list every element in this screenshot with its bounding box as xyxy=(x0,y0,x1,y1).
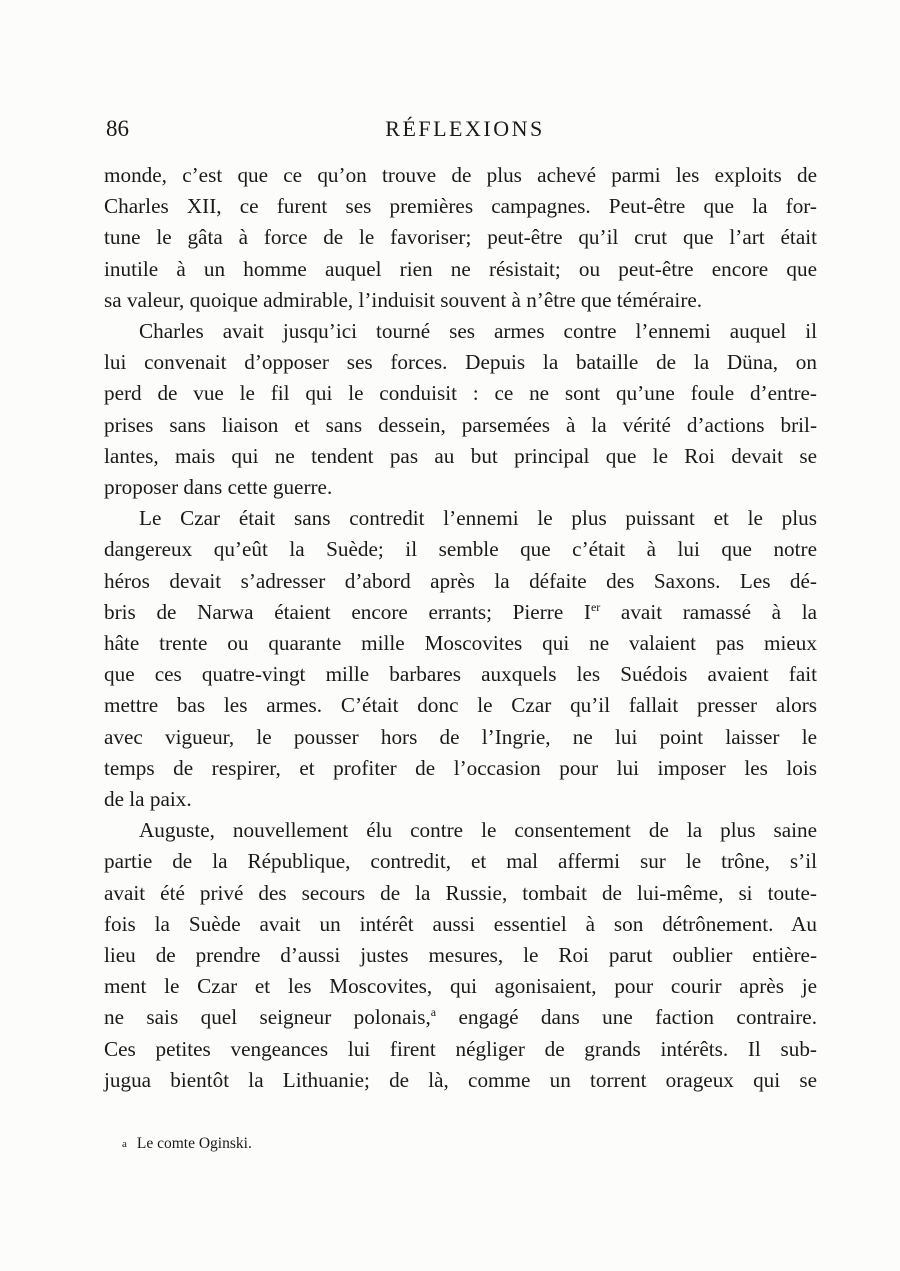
text-line: Charles XII, ce furent ses premières campagnes. Peut-être que la for- xyxy=(104,194,817,219)
text-line: Le Czar était sans contredit l’ennemi le plus puissant et le plus xyxy=(139,506,817,531)
paragraph-2 xyxy=(104,316,817,503)
paragraph-4 xyxy=(104,815,817,1096)
text-line: hâte trente ou quarante mille Moscovites qui ne valaient pas mieux xyxy=(104,631,817,656)
text-line: lui convenait d’opposer ses forces. Depuis la bataille de la Düna, on xyxy=(104,350,817,375)
text-line: monde, c’est que ce qu’on trouve de plus achevé parmi les exploits de xyxy=(104,163,817,187)
paragraph-1 xyxy=(104,160,817,316)
footnote-mark: a xyxy=(122,1138,127,1150)
text-line-with-footnote-ref xyxy=(104,1002,817,1033)
text-line: Ces petites vengeances lui firent négliger de grands intérêts. Il sub- xyxy=(104,1036,817,1061)
text-segment: bris de Narwa étaient encore errants; Pierre I xyxy=(104,599,591,624)
text-line: ment le Czar et les Moscovites, qui agonisaient, pour courir après je xyxy=(104,974,817,999)
text-line: partie de la République, contredit, et mal affermi sur le trône, s’il xyxy=(104,849,817,874)
text-line: jugua bientôt la Lithuanie; de là, comme un torrent orageux qui se xyxy=(104,1067,817,1092)
page-number: 86 xyxy=(106,116,129,141)
text-segment: ne sais quel seigneur polonais, xyxy=(104,1005,431,1030)
text-line: temps de respirer, et profiter de l’occasion pour lui imposer les lois xyxy=(104,755,817,780)
text-line: perd de vue le fil qui le conduisit : ce ne sont qu’une foule d’entre- xyxy=(104,381,817,406)
footnote-reference[interactable]: a xyxy=(430,1005,437,1020)
text-line: fois la Suède avait un intérêt aussi essentiel à son détrônement. Au xyxy=(104,911,817,936)
text-line: tune le gâta à force de le favoriser; peut-être qu’il crut que l’art était xyxy=(104,225,817,250)
text-line: sa valeur, quoique admirable, l’induisit souvent à n’être que téméraire. xyxy=(104,287,703,312)
text-line: mettre bas les armes. C’était donc le Czar qu’il fallait presser alors xyxy=(104,693,817,718)
paragraph-3 xyxy=(104,503,817,815)
body-text xyxy=(104,160,817,1096)
text-line: prises sans liaison et sans dessein, parsemées à la vérité d’actions bril- xyxy=(104,412,817,437)
text-segment: avait ramassé à la xyxy=(600,599,817,624)
text-line: avec vigueur, le pousser hors de l’Ingrie, ne lui point laisser le xyxy=(104,724,817,749)
superscript: er xyxy=(590,599,601,614)
text-line: de la paix. xyxy=(104,787,192,812)
text-line-with-superscript xyxy=(104,597,817,628)
text-line: héros devait s’adresser d’abord après la défaite des Saxons. Les dé- xyxy=(104,568,817,593)
footnote-text: Le comte Oginski. xyxy=(136,1135,252,1152)
text-line: dangereux qu’eût la Suède; il semble que c’était à lui que notre xyxy=(104,537,817,562)
running-title: RÉFLEXIONS xyxy=(385,116,545,141)
text-segment: engagé dans une faction contraire. xyxy=(436,1005,817,1030)
text-line: que ces quatre-vingt mille barbares auxquels les Suédois avaient fait xyxy=(104,662,817,687)
text-line: lieu de prendre d’aussi justes mesures, le Roi parut oublier entière- xyxy=(104,943,817,968)
text-line: Charles avait jusqu’ici tourné ses armes contre l’ennemi auquel il xyxy=(139,319,817,344)
text-line: proposer dans cette guerre. xyxy=(104,475,333,500)
text-line: avait été privé des secours de la Russie, tombait de lui-même, si toute- xyxy=(104,880,817,905)
text-line: lantes, mais qui ne tendent pas au but principal que le Roi devait se xyxy=(104,443,817,468)
text-line: inutile à un homme auquel rien ne résistait; ou peut-être encore que xyxy=(104,256,817,281)
text-line: Auguste, nouvellement élu contre le consentement de la plus saine xyxy=(139,818,817,843)
footnote xyxy=(122,1133,252,1155)
